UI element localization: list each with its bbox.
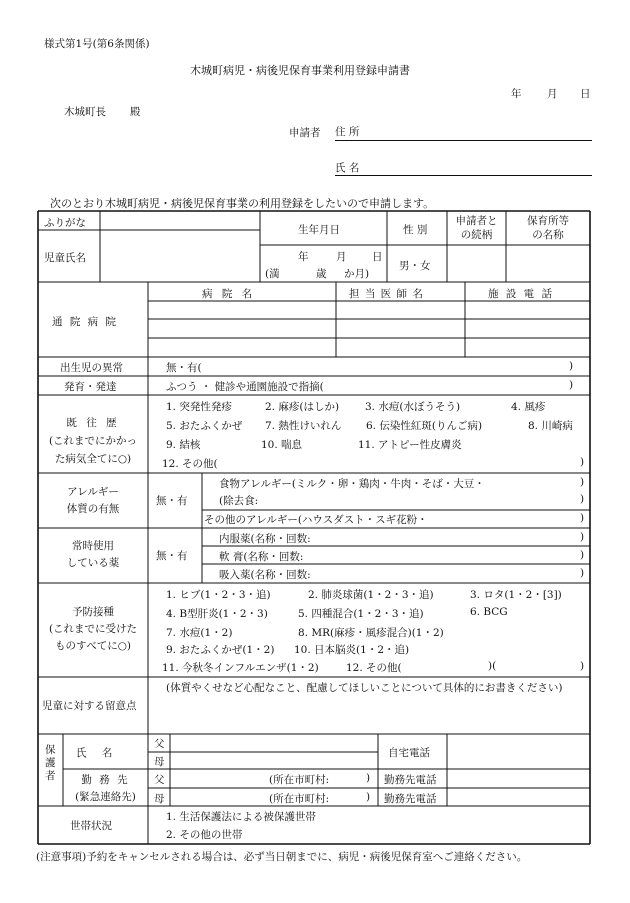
mother-work-phone-label: 勤務先電話 <box>384 793 437 805</box>
furigana-field[interactable] <box>104 212 258 229</box>
age-years-unit: 歳 <box>316 268 327 280</box>
honorific: 殿 <box>130 106 141 118</box>
other-allergy-close: ) <box>580 512 585 524</box>
birth-day-unit: 日 <box>372 251 383 263</box>
vaccine-item[interactable]: 4. B型肝炎(1・2・3) <box>166 608 268 620</box>
hospital-label: 通 院 病 院 <box>52 316 119 328</box>
inhaler[interactable]: 吸入薬(名称・回数: <box>219 569 311 581</box>
history-item[interactable]: 2. 麻疹(はしか) <box>265 401 340 413</box>
father-work-phone-label: 勤務先電話 <box>384 774 437 786</box>
medicine-choice[interactable]: 無・有 <box>156 550 188 562</box>
date-day: 日 <box>580 88 591 100</box>
vaccine-item[interactable]: 3. ロタ(1・2・[3]) <box>470 589 562 601</box>
date-month: 月 <box>547 88 558 100</box>
vaccine-item[interactable]: 10. 日本脳炎(1・2・追) <box>294 644 410 656</box>
vaccine-other-detail: )( <box>488 660 497 672</box>
history-item[interactable]: 1. 突発性発疹 <box>166 401 232 413</box>
notes-label: 児童に対する留意点 <box>42 700 137 712</box>
father-work-label: 父 <box>154 774 165 786</box>
history-label-2: (これまでにかかっ <box>48 435 138 447</box>
nursery-header <box>506 214 590 242</box>
food-allergy-close: ) <box>580 476 585 488</box>
vaccine-item[interactable]: 6. BCG <box>470 606 508 618</box>
form-number: 様式第1号(第6条関係) <box>44 38 150 50</box>
growth-label: 発育・発達 <box>64 381 117 393</box>
furigana-label: ふりがな <box>44 217 86 229</box>
household-option-1[interactable]: 1. 生活保護法による被保護世帯 <box>166 811 316 823</box>
oral-medicine-close: ) <box>580 531 585 543</box>
vaccine-item[interactable]: 11. 今秋冬インフルエンザ(1・2) <box>162 662 319 674</box>
history-other-close: ) <box>580 456 585 468</box>
history-item[interactable]: 4. 風疹 <box>511 401 546 413</box>
history-label-3: た病気全てに○) <box>54 453 132 465</box>
mother-work-label: 母 <box>154 793 165 805</box>
ointment-close: ) <box>580 549 585 561</box>
birth-abnormality-label: 出生児の異常 <box>60 362 123 374</box>
elimination-diet[interactable]: (除去食: <box>219 495 259 507</box>
workplace-label-1: 勤 務 先 <box>81 774 130 786</box>
vaccine-item[interactable]: 2. 肺炎球菌(1・2・3・追) <box>308 589 434 601</box>
mother-city-close: ) <box>366 791 371 803</box>
history-item[interactable]: 6. 伝染性紅斑(りんご病) <box>366 420 483 432</box>
vaccine-label <box>38 604 148 655</box>
inhaler-close: ) <box>580 567 585 579</box>
date-year: 年 <box>511 88 522 100</box>
addressee: 木城町長 <box>64 106 106 118</box>
allergy-label-2: 体質の有無 <box>66 503 120 515</box>
household-label: 世帯状況 <box>70 820 112 832</box>
medicine-label-2: している薬 <box>66 557 120 569</box>
address-label: 住 所 <box>335 126 360 138</box>
vaccine-other-close: ) <box>580 660 585 672</box>
birthdate-label: 生年月日 <box>298 224 340 236</box>
birth-abnormality-choice[interactable]: 無・有( <box>166 362 202 374</box>
child-name-label: 児童氏名 <box>44 252 86 264</box>
relation-line1: 申請者と <box>455 215 498 227</box>
footer-note: (注意事項)予約をキャンセルされる場合は、必ず当日朝までに、病児・病後児保育室へご連絡ください。 <box>36 851 528 863</box>
doctor-name-header: 担 当 医 師 名 <box>349 288 424 300</box>
history-label-1: 既 往 歴 <box>66 417 120 429</box>
age-open: (満 <box>265 268 280 280</box>
guardian-side-label: 保護者 <box>45 744 56 782</box>
form-title: 木城町病児・病後児保育事業利用登録申請書 <box>190 64 410 77</box>
father-label: 父 <box>154 738 165 750</box>
name-label: 氏 名 <box>335 162 360 174</box>
mother-label: 母 <box>154 756 165 768</box>
history-label <box>38 414 148 468</box>
medicine-label-1: 常時使用 <box>72 540 114 552</box>
history-item[interactable]: 7. 熱性けいれん <box>265 420 342 432</box>
allergy-label <box>38 484 148 518</box>
history-item[interactable]: 9. 結核 <box>166 439 201 451</box>
nursery-line1: 保育所等 <box>527 215 569 227</box>
oral-medicine[interactable]: 内服薬(名称・回数: <box>219 533 311 545</box>
sex-label: 性 別 <box>403 224 428 236</box>
age-months-unit: か月) <box>344 268 370 280</box>
facility-phone-header: 施 設 電 話 <box>488 288 555 300</box>
history-item[interactable]: 10. 喘息 <box>261 439 303 451</box>
growth-close: ) <box>569 379 574 391</box>
food-allergy[interactable]: 食物アレルギー(ミルク・卵・鶏肉・牛肉・そば・大豆・ <box>219 478 485 490</box>
vaccine-label-2: (これまでに受けた <box>48 623 138 635</box>
intro-text: 次のとおり木城町病児・病後児保育事業の利用登録をしたいので申請します。 <box>50 197 435 210</box>
growth-choice[interactable]: ふつう ・ 健診や通園施設で指摘( <box>166 381 324 393</box>
guardian-name-label: 氏 名 <box>76 747 119 759</box>
father-city-note: (所在市町村: <box>269 774 330 786</box>
notes-prompt: (体質やくせなど心配なこと、配慮してほしいことについて具体的にお書きください) <box>166 682 563 694</box>
vaccine-item[interactable]: 5. 四種混合(1・2・3・追) <box>298 608 424 620</box>
vaccine-item[interactable]: 7. 水痘(1・2) <box>166 627 233 639</box>
vaccine-label-3: ものすべてに○) <box>54 640 132 652</box>
birth-abnormality-close: ) <box>569 360 574 372</box>
relation-line2: の続柄 <box>460 229 493 241</box>
sex-choice[interactable]: 男・女 <box>399 260 431 272</box>
vaccine-item[interactable]: 1. ヒブ(1・2・3・追) <box>166 589 271 601</box>
household-option-2[interactable]: 2. その他の世帯 <box>166 829 243 841</box>
birth-year-unit: 年 <box>298 251 309 263</box>
birth-month-unit: 月 <box>336 251 347 263</box>
notes-field[interactable] <box>152 696 586 732</box>
relation-header <box>447 214 506 242</box>
history-item[interactable]: 8. 川崎病 <box>528 420 573 432</box>
history-item[interactable]: 3. 水痘(水ぼうそう) <box>365 401 461 413</box>
history-item-other[interactable]: 12. その他( <box>162 458 218 470</box>
hospital-name-header: 病 院 名 <box>202 288 256 300</box>
mother-city-note: (所在市町村: <box>269 793 330 805</box>
vaccine-item[interactable]: 9. おたふくかぜ(1・2) <box>166 644 275 656</box>
child-name-field[interactable] <box>104 232 258 280</box>
applicant-label: 申請者 <box>289 127 321 139</box>
nursery-line2: の名称 <box>532 229 564 241</box>
vaccine-item-other[interactable]: 12. その他( <box>346 662 402 674</box>
history-item[interactable]: 11. アトピー性皮膚炎 <box>358 439 462 451</box>
vaccine-item[interactable]: 8. MR(麻疹・風疹混合)(1・2) <box>298 627 444 639</box>
workplace-label <box>63 772 148 806</box>
allergy-choice[interactable]: 無・有 <box>156 495 188 507</box>
home-phone-label: 自宅電話 <box>388 747 430 759</box>
history-item[interactable]: 5. おたふくかぜ <box>166 420 243 432</box>
medicine-label <box>38 538 148 572</box>
allergy-label-1: アレルギー <box>67 486 119 498</box>
ointment[interactable]: 軟 膏(名称・回数: <box>219 551 304 563</box>
vaccine-label-1: 予防接種 <box>72 606 114 618</box>
other-allergy[interactable]: その他のアレルギー(ハウスダスト・スギ花粉・ <box>204 514 428 526</box>
elimination-diet-close: ) <box>580 493 585 505</box>
workplace-label-2: (緊急連絡先) <box>75 791 136 803</box>
father-city-close: ) <box>366 772 371 784</box>
